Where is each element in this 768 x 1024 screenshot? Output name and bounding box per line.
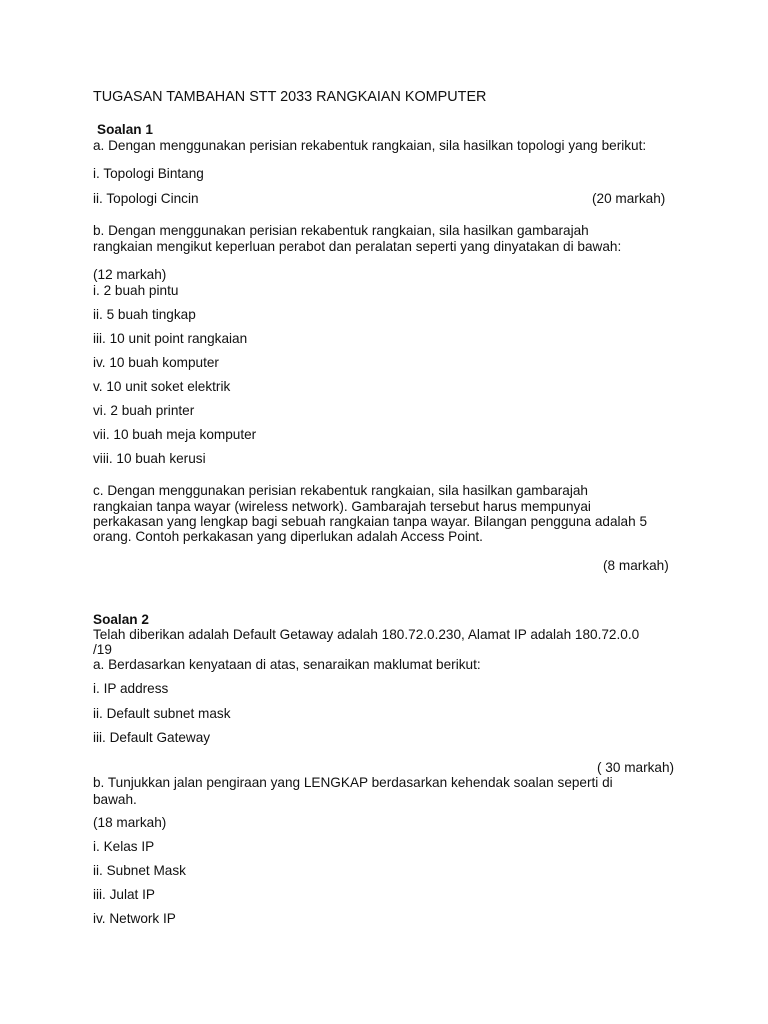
soalan1-c-text: c. Dengan menggunakan perisian rekabentuk rangkaian, sila hasilkan gambarajah [93,483,588,498]
soalan2-a-item: ii. Default subnet mask [93,706,231,721]
soalan2-intro: /19 [93,642,112,657]
soalan1-b-item: vii. 10 buah meja komputer [93,427,257,442]
soalan2-a-item: i. IP address [93,681,169,696]
soalan2-b-marks: (18 markah) [93,815,167,830]
soalan2-b-text: bawah. [93,792,137,807]
soalan1-b-marks: (12 markah) [93,267,167,282]
soalan1-b-text: rangkaian mengikut keperluan perabot dan peralatan seperti yang dinyatakan di bawah: [93,239,622,254]
soalan1-b-item: i. 2 buah pintu [93,283,179,298]
soalan1-a-marks: (20 markah) [592,191,666,206]
soalan2-b-text: b. Tunjukkan jalan pengiraan yang LENGKAP berdasarkan kehendak soalan seperti di [93,775,613,790]
soalan1-b-item: v. 10 unit soket elektrik [93,379,231,394]
soalan1-a-item: ii. Topologi Cincin [93,191,199,206]
soalan1-b-text: b. Dengan menggunakan perisian rekabentuk rangkaian, sila hasilkan gambarajah [93,223,589,238]
soalan2-b-item: iv. Network IP [93,911,176,926]
soalan2-a-text: a. Berdasarkan kenyataan di atas, senaraikan maklumat berikut: [93,657,481,672]
soalan2-b-item: i. Kelas IP [93,839,155,854]
soalan1-c-text: rangkaian tanpa wayar (wireless network). Gambarajah tersebut harus mempunyai [93,499,591,514]
soalan2-b-item: ii. Subnet Mask [93,863,186,878]
soalan1-c-text: perkakasan yang lengkap bagi sebuah rangkaian tanpa wayar. Bilangan pengguna adalah 5 [93,514,647,529]
soalan1-c-text: orang. Contoh perkakasan yang diperlukan adalah Access Point. [93,529,483,544]
soalan2-b-item: iii. Julat IP [93,887,155,902]
soalan2-intro: Telah diberikan adalah Default Getaway adalah 180.72.0.230, Alamat IP adalah 180.72.0.0 [93,627,640,642]
soalan1-b-item: ii. 5 buah tingkap [93,307,196,322]
soalan1-b-item: viii. 10 buah kerusi [93,451,206,466]
soalan2-heading: Soalan 2 [93,612,149,627]
soalan1-b-item: iii. 10 unit point rangkaian [93,331,248,346]
soalan1-b-item: vi. 2 buah printer [93,403,195,418]
soalan2-a-item: iii. Default Gateway [93,730,211,745]
soalan1-heading: Soalan 1 [97,122,153,137]
document-title: TUGASAN TAMBAHAN STT 2033 RANGKAIAN KOMPUTER [93,89,487,105]
soalan1-c-marks: (8 markah) [603,558,669,573]
soalan1-a-item: i. Topologi Bintang [93,166,204,181]
soalan1-b-item: iv. 10 buah komputer [93,355,219,370]
soalan2-a-marks: ( 30 markah) [597,760,675,775]
soalan1-a-text: a. Dengan menggunakan perisian rekabentuk rangkaian, sila hasilkan topologi yang berikut: [93,138,647,153]
